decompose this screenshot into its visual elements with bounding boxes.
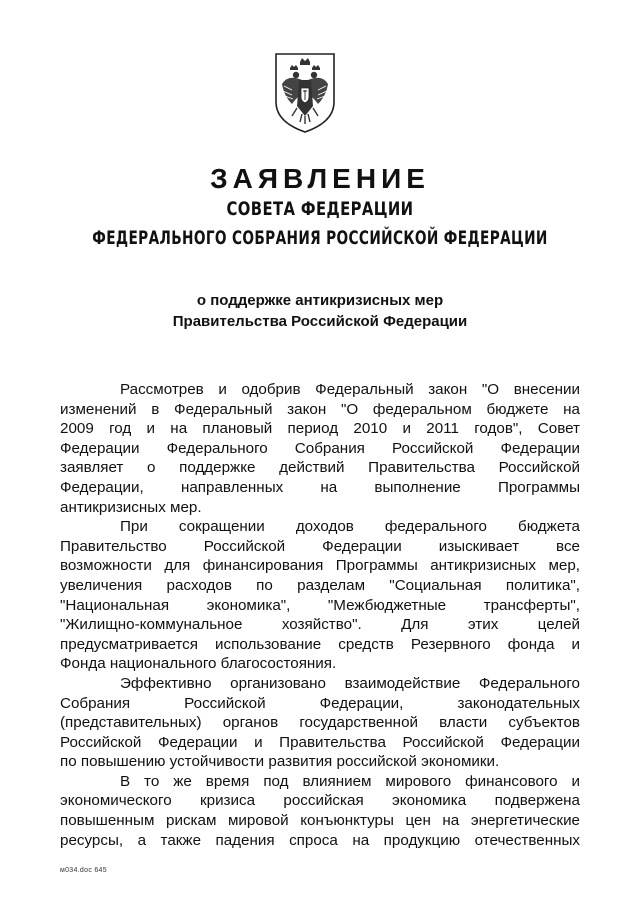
document-code: м034.doc 645: [60, 867, 107, 874]
body-line: предусматривается использование средств Резервного фонда и: [60, 635, 580, 653]
body-line: изменений в Федеральный закон "О федеральном бюджете на: [60, 400, 580, 418]
russian-coat-of-arms-icon: [272, 50, 338, 134]
body-line: Правительство Российской Федерации изыскивает все: [60, 537, 580, 555]
body-line: по повышению устойчивости развития российской экономики.: [60, 753, 500, 771]
subject-line-2: Правительства Российской Федерации: [172, 313, 468, 330]
body-line: экономического кризиса российская экономика подвержена: [60, 792, 580, 810]
body-line: Федерации Федерального Собрания Российской Федерации: [60, 439, 580, 457]
document-title: ЗАЯВЛЕНИЕ: [210, 163, 430, 194]
body-line: Фонда национального благосостояния.: [60, 655, 337, 673]
subject-line-1: о поддержке антикризисных мер: [196, 292, 444, 309]
body-line: При сокращении доходов федерального бюджета: [120, 518, 580, 536]
body-line: Федерации, направленных на выполнение Программы: [60, 478, 580, 496]
body-line: В то же время под влиянием мирового финансового и: [120, 772, 580, 790]
issuer-line-1: СОВЕТА ФЕДЕРАЦИИ: [226, 198, 414, 220]
body-line: заявляет о поддержке действий Правительства Российской: [60, 459, 580, 477]
body-line: "Жилищно-коммунальное хозяйство". Для этих целей: [60, 616, 580, 634]
body-line: Собрания Российской Федерации, законодательных: [60, 694, 580, 712]
body-line: ресурсы, а также падения спроса на продукцию отечественных: [60, 831, 580, 849]
body-line: Рассмотрев и одобрив Федеральный закон "О внесении: [120, 381, 580, 398]
body-line: повышенным рискам мировой конъюнктуры цен на энергетические: [60, 812, 580, 830]
body-line: антикризисных мер.: [60, 498, 202, 516]
statement-body: [60, 380, 580, 850]
issuer-line-2: ФЕДЕРАЛЬНОГО СОБРАНИЯ РОССИЙСКОЙ ФЕДЕРАЦИИ: [92, 227, 548, 249]
body-line: Российской Федерации и Правительства Российской Федерации: [60, 733, 580, 751]
body-line: возможности для финансирования Программы антикризисных мер,: [60, 557, 580, 575]
body-line: (представительных) органов государственной власти субъектов: [60, 714, 580, 732]
body-line: 2009 год и на плановый период 2010 и 2011 годов", Совет: [60, 420, 580, 438]
body-line: "Национальная экономика", "Межбюджетные трансферты",: [60, 596, 580, 614]
body-line: Эффективно организовано взаимодействие Федерального: [120, 674, 580, 692]
body-line: увеличения расходов по разделам "Социальная политика",: [60, 576, 580, 594]
